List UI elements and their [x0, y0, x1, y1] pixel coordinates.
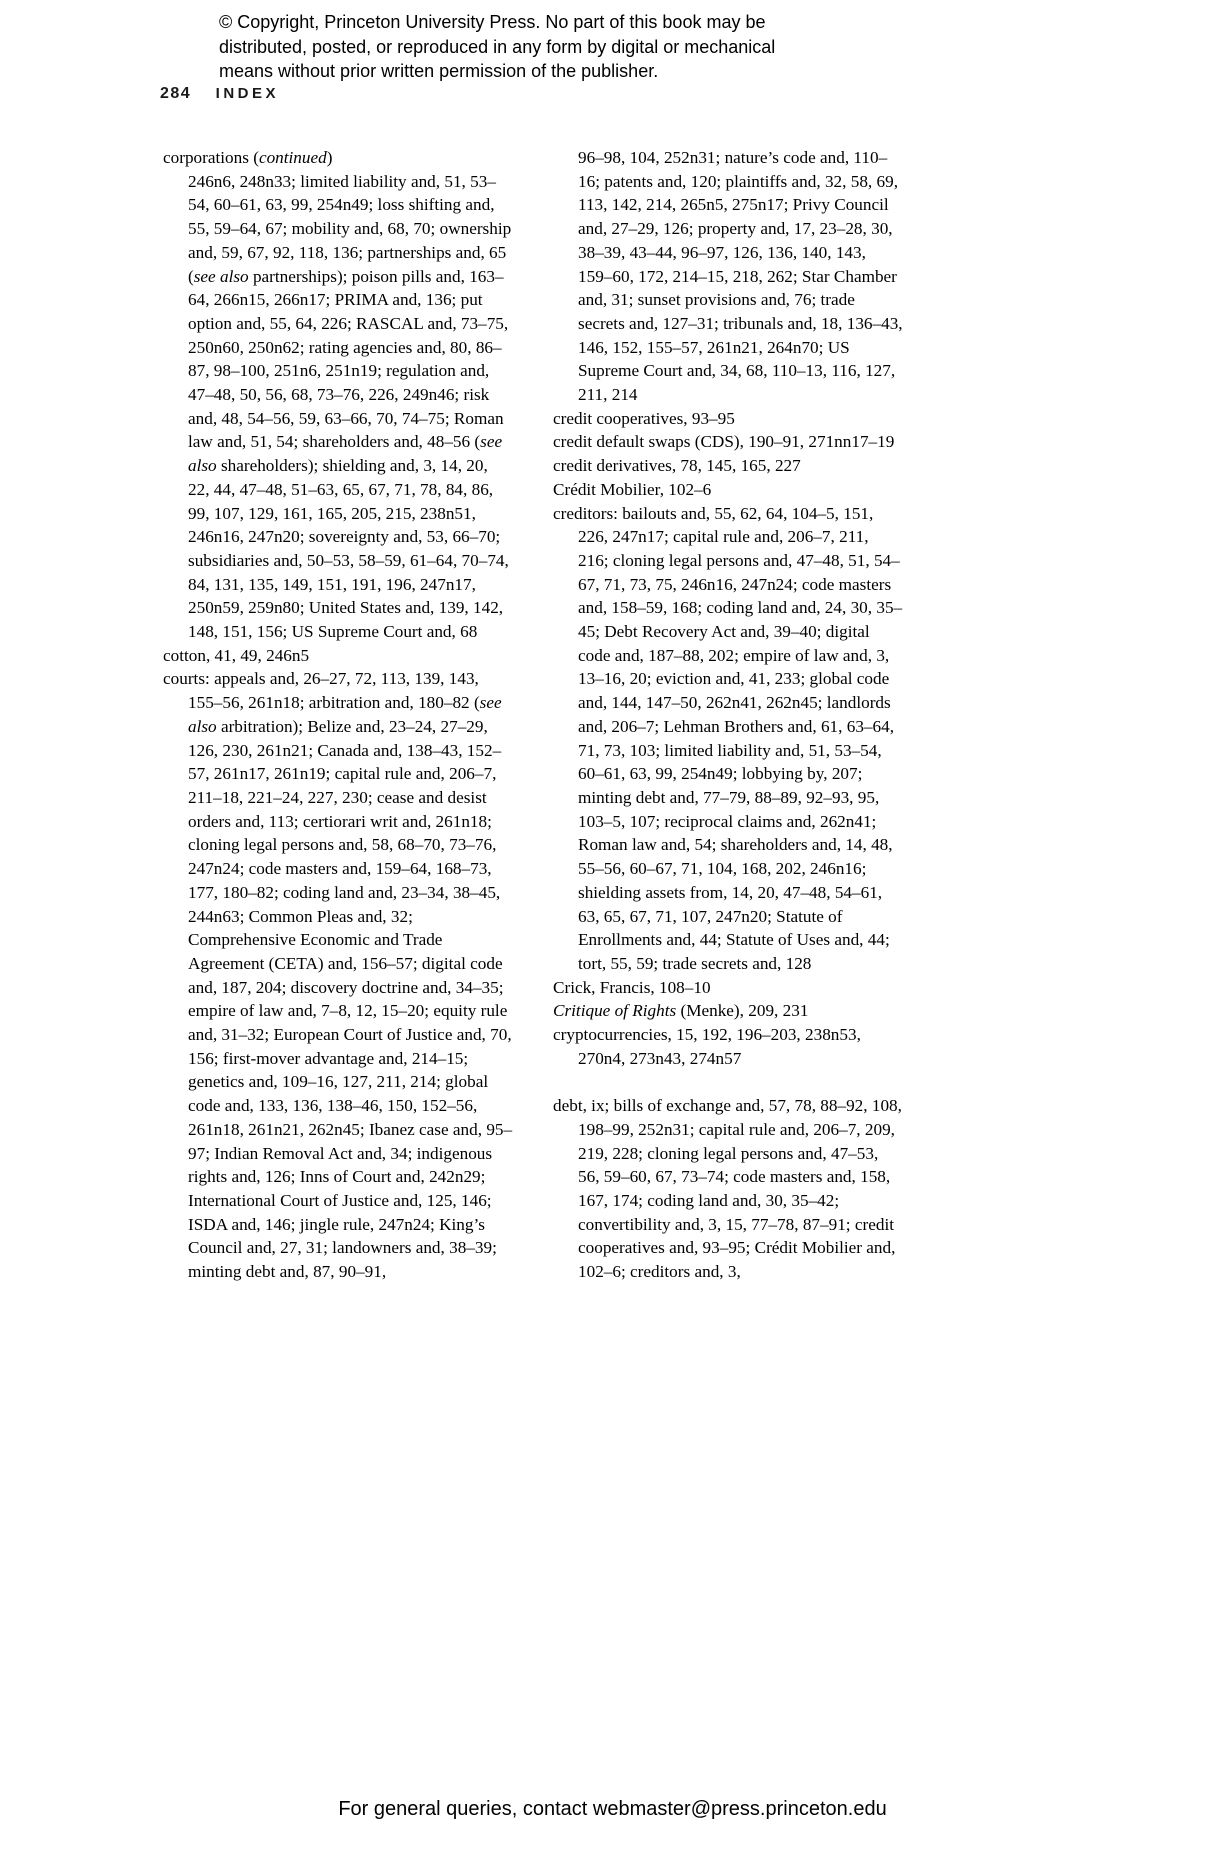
index-entry	[553, 146, 903, 407]
index-entry-text: 96–98, 104, 252n31; nature’s code and, 110–16; patents and, 120; plaintiffs and, 32, 58, 69, 113, 142, 214, 265n5, 275n17; Privy Council and, 27–29, 126; property and, 17, 23–28, 30, 38–39, 43–44, 96–97, 126, 136, 140, 143, 159–60, 172, 214–15, 218, 262; Star Chamber and, 31; sunset provisions and, 76; trade secrets and, 127–31; tribunals and, 18, 136–43, 146, 152, 155–57, 261n21, 264n70; US Supreme Court and, 34, 68, 110–13, 116, 127, 211, 214	[578, 148, 903, 405]
index-entry-text: cryptocurrencies, 15, 192, 196–203, 238n53, 270n4, 273n43, 274n57	[553, 1025, 861, 1068]
index-entry-text: credit derivatives, 78, 145, 165, 227	[553, 456, 801, 476]
index-entry	[553, 1094, 903, 1284]
index-entry-text: Crédit Mobilier, 102–6	[553, 479, 712, 499]
footer-email: webmaster@press.princeton.edu	[592, 1798, 887, 1820]
index-entry	[553, 999, 903, 1023]
index-entry	[553, 976, 903, 1000]
index-entry-text: courts: appeals and, 26–27, 72, 113, 139, 143, 155–56, 261n18; arbitration and, 180–82 (	[163, 669, 480, 713]
index-entry	[553, 407, 903, 431]
index-entry-italic-text: see also	[188, 693, 502, 736]
index-entry	[553, 430, 903, 454]
index-entry-text: credit default swaps (CDS), 190–91, 271nn17–19	[553, 432, 895, 452]
footer-text: For general queries, contact	[338, 1798, 593, 1820]
index-entry	[163, 667, 513, 1283]
copyright-notice: © Copyright, Princeton University Press. No part of this book may be distributed, posted, or reproduced in any form by digital or mechanical means without prior written permission of the publisher.	[219, 12, 776, 81]
index-entry-italic-text: continued	[258, 148, 327, 167]
index-entry	[553, 502, 903, 976]
index-title: INDEX	[215, 85, 279, 102]
index-entry-text: cotton, 41, 49, 246n5	[163, 645, 310, 665]
index-entry-text: corporations (	[163, 148, 259, 167]
index-entry-text: creditors: bailouts and, 55, 62, 64, 104–5, 151, 226, 247n17; capital rule and, 206–7, 211, 216; cloning legal persons and, 47–48, 51, 54–67, 71, 73, 75, 246n16, 247n24; code masters and, 158–59, 168; coding land and, 24, 30, 35–45; Debt Recovery Act and, 39–40; digital code and, 187–88, 202; empire of law and, 3, 13–16, 20; eviction and, 41, 233; global code and, 144, 147–50, 262n41, 262n45; landlords and, 206–7; Lehman Brothers and, 61, 63–64, 71, 73, 103; limited liability and, 51, 53–54, 60–61, 63, 99, 254n49; lobbying by, 207; minting debt and, 77–79, 88–89, 92–93, 95, 103–5, 107; reciprocal claims and, 262n41; Roman law and, 54; shareholders and, 14, 48, 55–56, 60–67, 71, 104, 168, 202, 246n16; shielding assets from, 14, 20, 47–48, 54–61, 63, 65, 67, 71, 107, 247n20; Statute of Enrollments and, 44; Statute of Uses and, 44; tort, 55, 59; trade secrets and, 128	[553, 503, 903, 973]
index-entry-text: shareholders); shielding and, 3, 14, 20, 22, 44, 47–48, 51–63, 65, 67, 71, 78, 84, 86, 99, 107, 129, 161, 165, 205, 215, 238n51, 246n16, 247n20; sovereignty and, 53, 66–70; subsidiaries and, 50–53, 58–59, 61–64, 70–74, 84, 131, 135, 149, 151, 191, 196, 247n17, 250n59, 259n80; United States and, 139, 142, 148, 151, 156; US Supreme Court and, 68	[188, 456, 509, 642]
index-column-left	[163, 146, 513, 1284]
index-entry-text: Crick, Francis, 108–10	[553, 977, 711, 997]
index-entry-text: 246n6, 248n33; limited liability and, 51, 53–54, 60–61, 63, 99, 254n49; loss shifting and, 55, 59–64, 67; mobility and, 68, 70; ownership and, 59, 67, 92, 118, 136; partnerships and, 65 (	[188, 171, 512, 286]
page-header	[160, 85, 279, 103]
index-entry-italic-text: see also	[188, 432, 503, 476]
index-entry	[163, 146, 513, 644]
page-number: 284	[160, 85, 192, 102]
index-entry-text: )	[326, 148, 333, 167]
page-footer	[0, 1798, 1225, 1821]
index-entry-italic-text: see also	[193, 266, 249, 286]
index-column-right	[553, 146, 903, 1284]
index-entry	[553, 1023, 903, 1070]
index-entry-italic-text: Critique of Rights	[553, 1001, 677, 1021]
index-entry	[163, 644, 513, 668]
index-entry-text: debt, ix; bills of exchange and, 57, 78, 88–92, 108, 198–99, 252n31; capital rule and, 206–7, 209, 219, 228; cloning legal persons and, 47–53, 56, 59–60, 67, 73–74; code masters and, 158, 167, 174; coding land and, 30, 35–42; convertibility and, 3, 15, 77–78, 87–91; credit cooperatives and, 93–95; Crédit Mobilier and, 102–6; creditors and, 3,	[553, 1096, 902, 1282]
index-entry-text: partnerships); poison pills and, 163–64, 266n15, 266n17; PRIMA and, 136; put option and, 55, 64, 226; RASCAL and, 73–75, 250n60, 250n62; rating agencies and, 80, 86–87, 98–100, 251n6, 251n19; regulation and, 47–48, 50, 56, 68, 73–76, 226, 249n46; risk and, 48, 54–56, 59, 63–66, 70, 74–75; Roman law and, 51, 54; shareholders and, 48–56 (	[188, 266, 509, 452]
index-entry-text: credit cooperatives, 93–95	[553, 408, 735, 428]
index-entry	[553, 478, 903, 502]
index-entry-text: (Menke), 209, 231	[676, 1001, 809, 1021]
index-entry	[553, 454, 903, 478]
index-entry-text: arbitration); Belize and, 23–24, 27–29, 126, 230, 261n21; Canada and, 138–43, 152–57, 261n17, 261n19; capital rule and, 206–7, 211–18, 221–24, 227, 230; cease and desist orders and, 113; certiorari writ and, 261n18; cloning legal persons and, 58, 68–70, 73–76, 247n24; code masters and, 159–64, 168–73, 177, 180–82; coding land and, 23–34, 38–45, 244n63; Common Pleas and, 32; Comprehensive Economic and Trade Agreement (CETA) and, 156–57; digital code and, 187, 204; discovery doctrine and, 34–35; empire of law and, 7–8, 12, 15–20; equity rule and, 31–32; European Court of Justice and, 70, 156; first-mover advantage and, 214–15; genetics and, 109–16, 127, 211, 214; global code and, 133, 136, 138–46, 150, 152–56, 261n18, 261n21, 262n45; Ibanez case and, 95–97; Indian Removal Act and, 34; indigenous rights and, 126; Inns of Court and, 242n29; International Court of Justice and, 125, 146; ISDA and, 146; jingle rule, 247n24; King’s Council and, 27, 31; landowners and, 38–39; minting debt and, 87, 90–91,	[188, 716, 513, 1282]
